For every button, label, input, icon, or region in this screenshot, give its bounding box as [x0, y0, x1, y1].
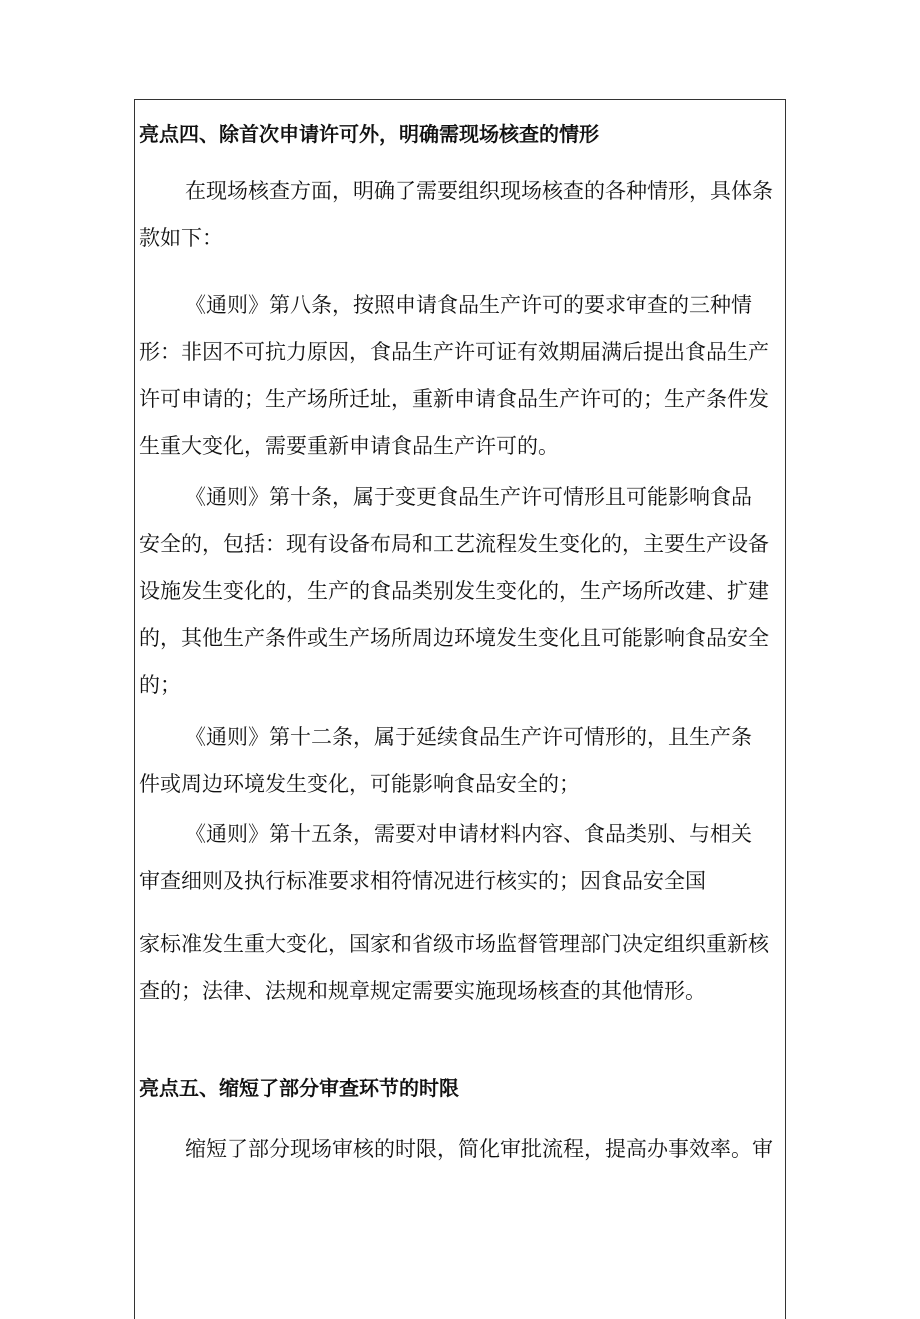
article-8-line-4: 生重大变化，需要重新申请食品生产许可的。 [139, 434, 559, 458]
article-15-line-4: 查的；法律、法规和规章规定需要实施现场核查的其他情形。 [139, 979, 706, 1003]
article-10-line-5: 的； [139, 673, 181, 697]
article-12-line-2: 件或周边环境发生变化，可能影响食品安全的； [139, 772, 580, 796]
article-15-line-2: 审查细则及执行标准要求相符情况进行核实的；因食品安全国 [139, 869, 706, 893]
section-4-heading: 亮点四、除首次申请许可外，明确需现场核查的情形 [139, 122, 599, 146]
section-4-intro-line-2: 款如下： [139, 226, 223, 250]
article-15-line-3: 家标准发生重大变化，国家和省级市场监督管理部门决定组织重新核 [139, 932, 769, 956]
section-4-intro-line-1: 在现场核查方面，明确了需要组织现场核查的各种情形，具体条 [185, 179, 773, 203]
article-12-line-1: 《通则》第十二条，属于延续食品生产许可情形的，且生产条 [185, 725, 752, 749]
article-10-line-1: 《通则》第十条，属于变更食品生产许可情形且可能影响食品 [185, 485, 752, 509]
article-8-line-3: 许可申请的；生产场所迁址，重新申请食品生产许可的；生产条件发 [139, 387, 769, 411]
article-8-line-2: 形：非因不可抗力原因，食品生产许可证有效期届满后提出食品生产 [139, 340, 769, 364]
article-10-line-3: 设施发生变化的，生产的食品类别发生变化的，生产场所改建、扩建 [139, 579, 769, 603]
article-10-line-4: 的，其他生产条件或生产场所周边环境发生变化且可能影响食品安全 [139, 626, 769, 650]
article-10-line-2: 安全的，包括：现有设备布局和工艺流程发生变化的，主要生产设备 [139, 532, 769, 556]
section-5-heading: 亮点五、缩短了部分审查环节的时限 [139, 1076, 459, 1100]
section-5-intro-line-1: 缩短了部分现场审核的时限，简化审批流程，提高办事效率。审 [185, 1137, 773, 1161]
article-15-line-1: 《通则》第十五条，需要对申请材料内容、食品类别、与相关 [185, 822, 752, 846]
article-8-line-1: 《通则》第八条，按照申请食品生产许可的要求审查的三种情 [185, 293, 752, 317]
